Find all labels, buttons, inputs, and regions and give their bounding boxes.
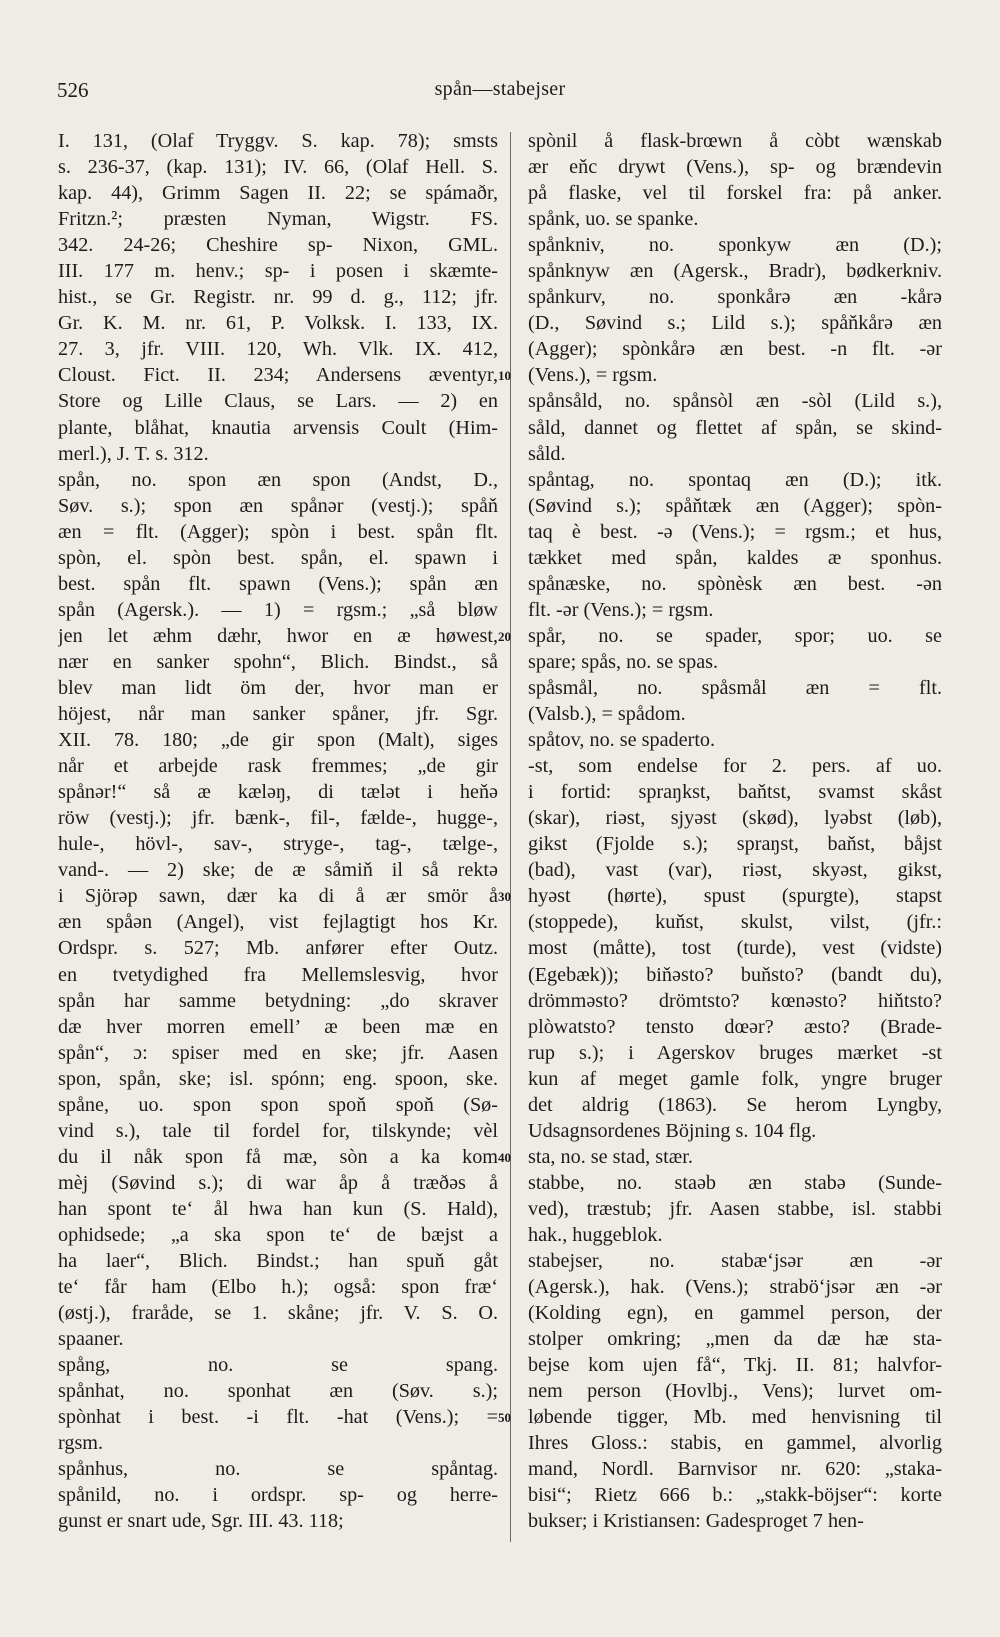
text-line: spånər!“ så æ kæləŋ, di tælət i heňə [58,781,498,804]
text-line: Cloust. Fict. II. 234; Andersens æventyr, [58,364,498,387]
text-line: stabbe, no. staəb æn stabə (Sunde- [528,1171,942,1194]
running-head: spån—stabejser [434,78,566,100]
text-line: ophidsede; „a ska spon te‘ de bæjst a [58,1223,498,1246]
text-line: spån“, ɔ: spiser med en ske; jfr. Aasen [58,1041,498,1064]
text-line: flt. -ər (Vens.); = rgsm. [528,598,714,621]
text-line: spånkurv, no. sponkårə æn -kårə [528,286,942,309]
line-number-marker: 10 [498,368,511,384]
text-line: gunst er snart ude, Sgr. III. 43. 118; [58,1510,344,1533]
text-line: i Sjörəp sawn, dær ka di å ær smör å [58,885,498,908]
text-line: Ihres Gloss.: stabis, en gammel, alvorlig [528,1432,942,1455]
text-line: blev man lidt öm der, hvor man er [58,676,498,699]
text-line: bejse kom ujen få“, Tkj. II. 81; halvfor- [528,1354,942,1377]
text-line: ha laer“, Blich. Bindst.; han spuň gåt [58,1250,498,1273]
text-line: spånhus, no. se spåntag. [58,1458,498,1481]
column-divider [510,132,511,1542]
text-line: -st, som endelse for 2. pers. af uo. [528,755,942,778]
text-line: (Kolding egn), en gammel person, der [528,1302,942,1325]
text-line: (bad), vast (var), riəst, skyəst, gikst, [528,859,942,882]
text-line: höjest, når man sanker spåner, jfr. Sgr. [58,703,498,726]
text-line: spåsmål, no. spåsmål æn = flt. [528,676,942,699]
text-line: spaaner. [58,1328,124,1351]
text-line: nær en sanker spohn“, Blich. Bindst., så [58,650,498,673]
text-line: løbende tigger, Mb. med henvisning til [528,1406,942,1429]
text-line: spån (Agersk.). — 1) = rgsm.; „så bløw [58,598,498,621]
text-line: (Søvind s.); spåňtæk æn (Agger); spòn- [528,494,942,517]
text-line: merl.), J. T. s. 312. [58,442,209,465]
text-line: dæ hver morren emell’ æ been mæ en [58,1015,498,1038]
text-line: spòn, el. spòn best. spån, el. spawn i [58,546,498,569]
text-line: spånsåld, no. spånsòl æn -sòl (Lild s.), [528,390,942,413]
text-line: spånkniv, no. sponkyw æn (D.); [528,234,942,257]
text-line: (Egebæk)); biňəsto? buňsto? (bandt du), [528,963,942,986]
text-line: drömməsto? drömtsto? kœnəsto? hiňtsto? [528,989,942,1012]
text-line: hyəst (hørte), spust (spurgte), stapst [528,885,942,908]
text-line: (Vens.), = rgsm. [528,364,658,387]
text-line: XII. 78. 180; „de gir spon (Malt), siges [58,729,498,752]
text-line: spån har samme betydning: „do skraver [58,989,498,1012]
text-line: i fortid: spraŋkst, baňtst, svamst skåst [528,781,942,804]
line-number-marker: 40 [498,1149,511,1165]
text-line: vind s.), tale til fordel for, tilskynde; vèl [58,1119,498,1142]
text-line: taq è best. -ə (Vens.); = rgsm.; et hus, [528,520,942,543]
text-line: spånhat, no. sponhat æn (Søv. s.); [58,1380,498,1403]
text-line: en tvetydighed fra Mellemslesvig, hvor [58,963,498,986]
text-line: (Valsb.), = spådom. [528,703,686,726]
text-line: spònhat i best. -i flt. -hat (Vens.); = [58,1406,498,1429]
text-line: på flaske, vel til forskel fra: på anker. [528,182,942,205]
right-column [528,128,942,1535]
text-line: ær eňc drywt (Vens.), sp- og brændevin [528,156,942,179]
text-line: æn spåən (Angel), vist fejlagtigt hos Kr. [58,911,498,934]
text-line: bukser; i Kristiansen: Gadesproget 7 hen- [528,1510,864,1533]
text-line: s. 236-37, (kap. 131); IV. 66, (Olaf Hell. S. [58,156,498,179]
text-line: hak., huggeblok. [528,1223,663,1246]
text-line: Fritzn.²; præsten Nyman, Wigstr. FS. [58,208,498,231]
text-line: rgsm. [58,1432,104,1455]
text-line: mand, Nordl. Barnvisor nr. 620: „staka- [528,1458,942,1481]
text-line: most (måtte), tost (turde), vest (vidste) [528,937,942,960]
text-line: spånk, uo. se spanke. [528,208,699,231]
text-line: stolper omkring; „men da dæ hæ sta- [528,1328,942,1351]
text-line: spår, no. se spader, spor; uo. se [528,624,942,647]
text-line: Ordspr. s. 527; Mb. anfører efter Outz. [58,937,498,960]
text-line: sta, no. se stad, stær. [528,1145,693,1168]
text-line: såld. [528,442,566,465]
text-line: stabejser, no. stabæ‘jsər æn -ər [528,1250,942,1273]
text-line: röw (vestj.); jfr. bænk-, fil-, fælde-, hugge-, [58,807,498,830]
text-line: 27. 3, jfr. VIII. 120, Wh. Vlk. IX. 412, [58,338,498,361]
text-line: 342. 24-26; Cheshire sp- Nixon, GML. [58,234,498,257]
text-line: spåne, uo. spon spon spoň spoň (Sø- [58,1093,498,1116]
text-line: når et arbejde rask fremmes; „de gir [58,755,498,778]
text-line: kap. 44), Grimm Sagen II. 22; se spámaðr, [58,182,498,205]
text-line: nem person (Hovlbj., Vens); lurvet om- [528,1380,942,1403]
text-line: det aldrig (1863). Se herom Lyngby, [528,1093,942,1116]
text-line: spare; spås, no. se spas. [528,650,719,673]
text-line: rup s.); i Agerskov bruges mærket -st [528,1041,942,1064]
text-line: han spont te‘ ål hwa han kun (S. Hald), [58,1197,498,1220]
text-line: jen let æhm dæhr, hwor en æ høwest, [58,624,498,647]
text-line: spång, no. se spang. [58,1354,498,1377]
text-line: spånknyw æn (Agersk., Bradr), bødkerkniv. [528,260,942,283]
text-line: hist., se Gr. Registr. nr. 99 d. g., 112; jfr. [58,286,498,309]
text-line: Gr. K. M. nr. 61, P. Volksk. I. 133, IX. [58,312,498,335]
text-line: bisi“; Rietz 666 b.: „stakk-böjser“: korte [528,1484,942,1507]
page-number: 526 [57,78,89,102]
text-line: vand-. — 2) ske; de æ såmiň il så rektə [58,859,498,882]
text-line: gikst (Fjolde s.); spraŋst, baňst, båjst [528,833,942,856]
text-line: spònil å flask-brœwn å còbt wænskab [528,130,942,152]
line-number-marker: 50 [498,1410,511,1426]
text-line: du il nåk spon få mæ, sòn a ka kom [58,1145,498,1168]
text-line: (Agger); spònkårə æn best. -n flt. -ər [528,338,942,361]
text-line: spån, no. spon æn spon (Andst, D., [58,468,498,491]
text-line: te‘ får ham (Elbo h.); også: spon fræ‘ [58,1276,498,1299]
text-line: III. 177 m. henv.; sp- i posen i skæmte- [58,260,498,283]
text-line: mèj (Søvind s.); di war åp å træðəs å [58,1171,498,1194]
text-line: plante, blåhat, knautia arvensis Coult (Him- [58,416,498,439]
page-header [0,78,1000,110]
text-line: spåtov, no. se spaderto. [528,729,716,752]
text-line: spåntag, no. spontaq æn (D.); itk. [528,468,942,491]
left-column [58,128,498,1535]
text-line: (Agersk.), hak. (Vens.); strabö‘jsər æn -ər [528,1276,942,1299]
text-line: plòwatsto? tensto dœər? æsto? (Brade- [528,1015,942,1038]
text-line: (skar), riəst, sjyəst (skød), lyəbst (løb), [528,807,942,830]
line-number-marker: 30 [498,889,511,905]
text-line: Udsagnsordenes Böjning s. 104 flg. [528,1119,817,1142]
text-line: Store og Lille Claus, se Lars. — 2) en [58,390,498,413]
text-line: (stoppede), kuňst, skulst, vilst, (jfr.: [528,911,942,934]
text-line: hule-, hövl-, sav-, stryge-, tag-, tælge-, [58,833,498,856]
text-line: tækket med spån, kaldes æ sponhus. [528,546,942,569]
text-line: spånæske, no. spònèsk æn best. -ən [528,572,942,595]
text-line: spånild, no. i ordspr. sp- og herre- [58,1484,498,1507]
text-line: I. 131, (Olaf Tryggv. S. kap. 78); smsts [58,130,498,152]
text-line: Søv. s.); spon æn spånər (vestj.); spåň [58,494,498,517]
text-line: kun af meget gamle folk, yngre bruger [528,1067,942,1090]
text-line: (østj.), fraråde, se 1. skåne; jfr. V. S. O. [58,1302,498,1325]
text-line: (D., Søvind s.; Lild s.); spåňkårə æn [528,312,942,335]
line-number-marker: 20 [498,628,511,644]
text-line: æn = flt. (Agger); spòn i best. spån flt. [58,520,498,543]
text-line: best. spån flt. spawn (Vens.); spån æn [58,572,498,595]
text-line: såld, dannet og flettet af spån, se skind- [528,416,942,439]
text-line: spon, spån, ske; isl. spónn; eng. spoon, ske. [58,1067,498,1090]
text-line: ved), træstub; jfr. Aasen stabbe, isl. stabbi [528,1197,942,1220]
